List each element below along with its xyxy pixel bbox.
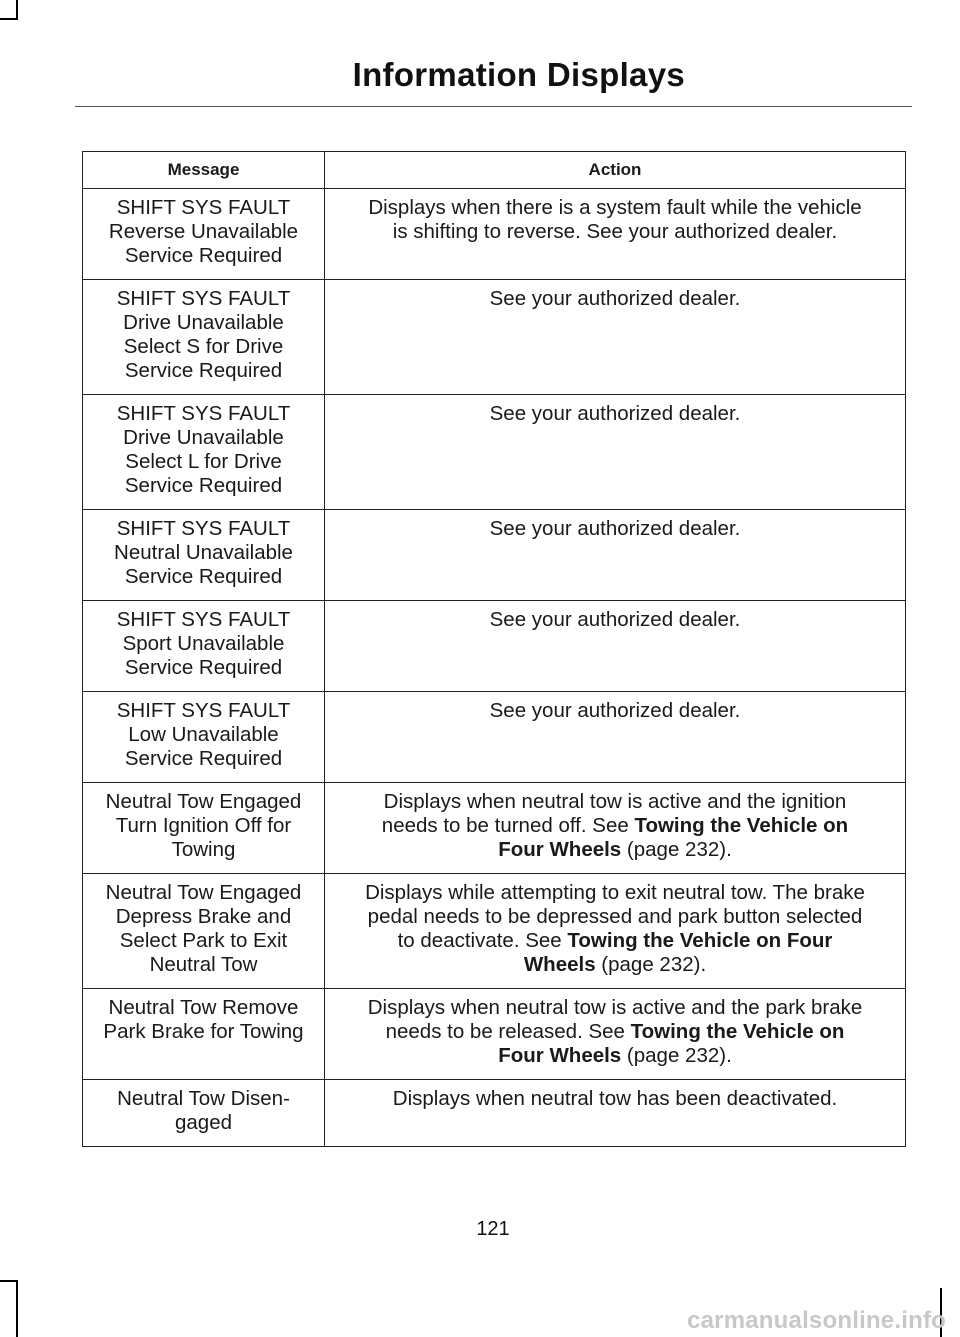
- message-line: Service Required: [124, 474, 283, 497]
- action-text: Displays when neutral tow is active and the ignition: [383, 790, 847, 813]
- message-line: SHIFT SYS FAULT: [116, 402, 291, 425]
- action-line: [327, 838, 903, 862]
- table-body: [83, 189, 906, 1147]
- cross-reference-link[interactable]: Towing the Vehicle on Four: [567, 929, 833, 952]
- page-reference: (page 232).: [595, 953, 707, 976]
- action-line: [327, 814, 903, 838]
- message-cell: [83, 874, 325, 989]
- table-row: [83, 601, 906, 692]
- message-line: Service Required: [124, 565, 283, 588]
- message-line: Towing: [171, 838, 236, 861]
- page-reference: (page 232).: [621, 1044, 732, 1067]
- crop-mark-top-left-v: [16, 0, 18, 18]
- action-cell: [325, 874, 906, 989]
- action-text: needs to be turned off. See: [381, 814, 635, 837]
- cross-reference-link[interactable]: Four Wheels: [498, 1044, 622, 1067]
- message-cell: [83, 510, 325, 601]
- title-divider: [75, 106, 912, 107]
- message-line: Neutral Tow: [149, 953, 258, 976]
- cross-reference-link[interactable]: Four Wheels: [498, 838, 622, 861]
- message-line: SHIFT SYS FAULT: [116, 196, 291, 219]
- table-row: [83, 280, 906, 395]
- watermark: carmanualsonline.info: [687, 1307, 946, 1334]
- message-line: SHIFT SYS FAULT: [116, 517, 291, 540]
- message-line: SHIFT SYS FAULT: [116, 699, 291, 722]
- crop-mark-top-left-h: [0, 18, 18, 20]
- table-row: [83, 989, 906, 1080]
- message-cell: [83, 692, 325, 783]
- message-cell: [83, 783, 325, 874]
- message-cell: [83, 989, 325, 1080]
- message-line: Neutral Tow Engaged: [105, 881, 302, 904]
- message-cell: [83, 280, 325, 395]
- cross-reference-link[interactable]: Towing the Vehicle on: [630, 1020, 845, 1043]
- cross-reference-link[interactable]: Wheels: [523, 953, 596, 976]
- message-line: gaged: [174, 1111, 232, 1134]
- action-cell: [325, 1080, 906, 1147]
- action-line: [327, 929, 903, 953]
- message-cell: [83, 1080, 325, 1147]
- message-line: Select Park to Exit: [119, 929, 288, 952]
- action-cell: [325, 601, 906, 692]
- message-line: Select S for Drive: [123, 335, 284, 358]
- message-line: Reverse Unavailable: [108, 220, 299, 243]
- message-line: Neutral Tow Engaged: [105, 790, 302, 813]
- action-cell: [325, 989, 906, 1080]
- action-line: See your authorized dealer.: [489, 402, 741, 425]
- message-line: Service Required: [124, 656, 283, 679]
- crop-mark-bottom-left-h: [0, 1280, 18, 1282]
- action-cell: [325, 783, 906, 874]
- action-line: [327, 953, 903, 977]
- action-line: See your authorized dealer.: [489, 699, 741, 722]
- page-title: Information Displays: [352, 56, 685, 93]
- message-line: Park Brake for Towing: [103, 1020, 304, 1043]
- message-line: Low Unavailable: [128, 723, 279, 746]
- table-row: [83, 1080, 906, 1147]
- message-line: Turn Ignition Off for: [115, 814, 292, 837]
- action-text: to deactivate. See: [397, 929, 568, 952]
- message-cell: [83, 601, 325, 692]
- action-text: Displays when neutral tow is active and the park brake: [367, 996, 863, 1019]
- message-line: Neutral Unavailable: [114, 541, 293, 564]
- page-number: 121: [476, 1218, 510, 1240]
- action-text: Displays while attempting to exit neutral tow. The brake: [365, 881, 865, 904]
- action-line: [327, 881, 903, 905]
- action-line: See your authorized dealer.: [489, 287, 741, 310]
- action-text: pedal needs to be depressed and park button selected: [367, 905, 863, 928]
- message-line: Sport Unavailable: [122, 632, 285, 655]
- action-line: is shifting to reverse. See your authorized dealer.: [392, 220, 838, 243]
- action-text: needs to be released. See: [385, 1020, 631, 1043]
- message-line: Service Required: [124, 747, 283, 770]
- action-line: [327, 1044, 903, 1068]
- crop-mark-bottom-left-v: [16, 1280, 18, 1337]
- column-header-action: Action: [325, 152, 906, 189]
- action-line: Displays when there is a system fault while the vehicle: [368, 196, 862, 219]
- action-cell: [325, 692, 906, 783]
- action-line: [327, 996, 903, 1020]
- action-line: See your authorized dealer.: [489, 517, 741, 540]
- message-line: Depress Brake and: [115, 905, 292, 928]
- message-table: [82, 151, 906, 1147]
- message-line: Service Required: [124, 359, 283, 382]
- message-cell: [83, 189, 325, 280]
- message-line: SHIFT SYS FAULT: [116, 287, 291, 310]
- message-line: Drive Unavailable: [123, 311, 284, 334]
- action-line: See your authorized dealer.: [489, 608, 741, 631]
- message-cell: [83, 395, 325, 510]
- table-row: [83, 783, 906, 874]
- message-line: Select L for Drive: [125, 450, 282, 473]
- action-cell: [325, 395, 906, 510]
- action-line: [327, 1020, 903, 1044]
- message-line: Neutral Tow Disen-: [117, 1087, 290, 1110]
- page-reference: (page 232).: [621, 838, 732, 861]
- table-row: [83, 189, 906, 280]
- action-line: [327, 790, 903, 814]
- table-row: [83, 874, 906, 989]
- action-cell: [325, 189, 906, 280]
- message-line: Service Required: [124, 244, 283, 267]
- table-row: [83, 395, 906, 510]
- table-row: [83, 692, 906, 783]
- action-cell: [325, 510, 906, 601]
- column-header-message: Message: [83, 152, 325, 189]
- cross-reference-link[interactable]: Towing the Vehicle on: [634, 814, 849, 837]
- table-header-row: [83, 152, 906, 189]
- message-line: Drive Unavailable: [123, 426, 284, 449]
- table-row: [83, 510, 906, 601]
- action-cell: [325, 280, 906, 395]
- message-line: Neutral Tow Remove: [108, 996, 299, 1019]
- action-line: Displays when neutral tow has been deactivated.: [392, 1087, 838, 1110]
- action-line: [327, 905, 903, 929]
- message-line: SHIFT SYS FAULT: [116, 608, 291, 631]
